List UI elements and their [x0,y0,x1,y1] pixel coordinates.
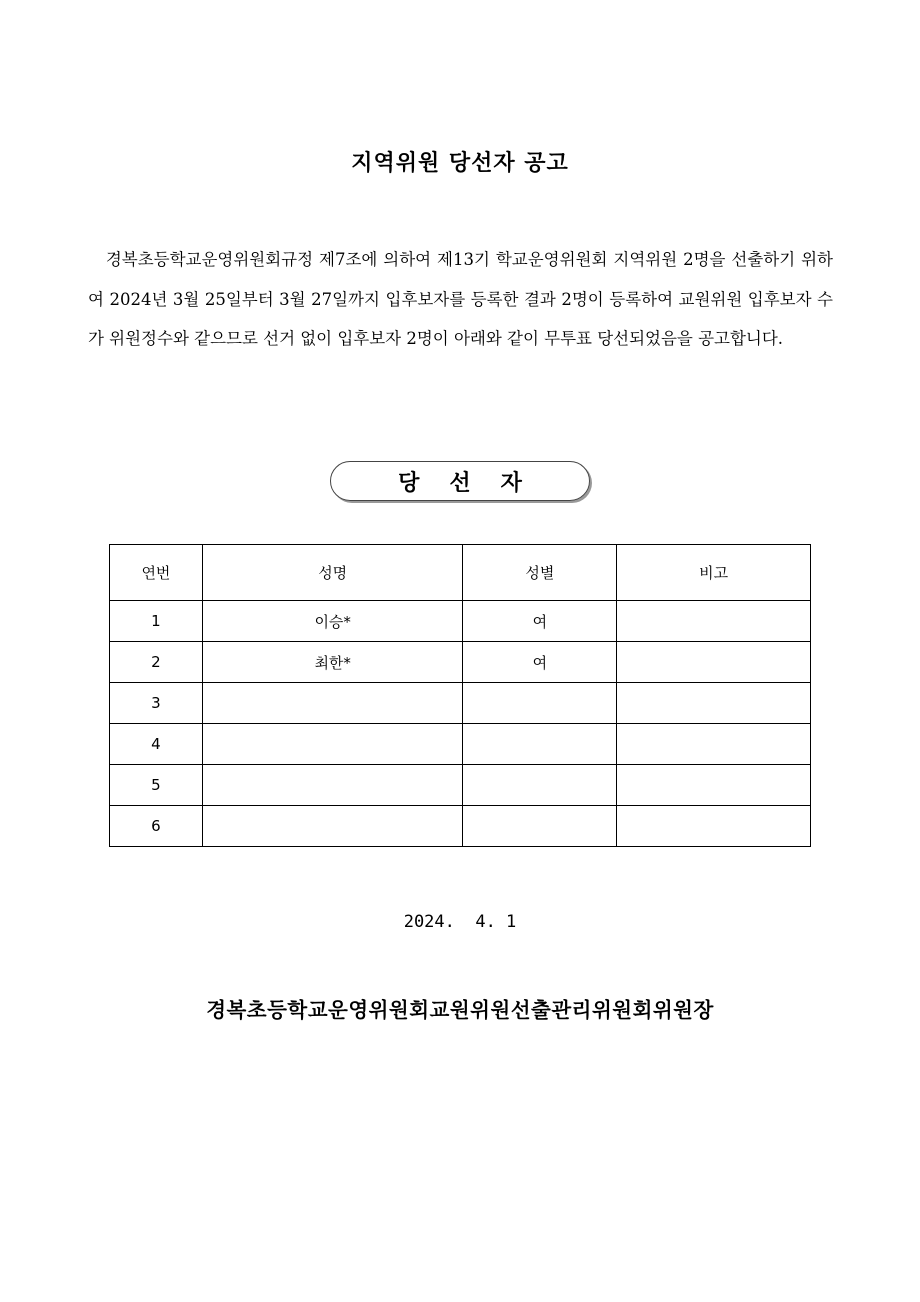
table-row [110,806,811,847]
section-heading: 당선자 [398,470,552,496]
header-remarks: 비고 [617,545,811,601]
header-gender: 성별 [463,545,617,601]
cell-remarks [617,806,811,847]
cell-gender [463,683,617,724]
announcement-body: 경복초등학교운영위원회규정 제7조에 의하여 제13기 학교운영위원회 지역위원 2명을 선출하기 위하여 2024년 3월 25일부터 3월 27일까지 입후보자를 등록한 결과 2명이 등록하여 교원위원 입후보자 수가 위원정수와 같으므로 선거 없이 입후보자 2명이 아래와 같이 무투표 당선되었음을 공고합니다. [88,250,833,348]
header-number: 연번 [110,545,203,601]
cell-remarks [617,724,811,765]
table-row [110,724,811,765]
cell-number: 1 [110,601,203,642]
cell-name [202,683,463,724]
cell-gender [463,724,617,765]
table-row [110,642,811,683]
header-name: 성명 [202,545,463,601]
cell-remarks [617,642,811,683]
cell-remarks [617,765,811,806]
cell-remarks [617,683,811,724]
table-header-row [110,545,811,601]
section-heading-box [330,461,590,501]
cell-gender [463,806,617,847]
issuer-signature: 경복초등학교운영위원회교원위원선출관리위원회위원장 [206,998,714,1022]
cell-gender [463,765,617,806]
cell-name [202,806,463,847]
table-row [110,601,811,642]
table-row [110,683,811,724]
cell-gender: 여 [463,642,617,683]
cell-remarks [617,601,811,642]
announcement-date: 2024. 4. 1 [403,912,517,932]
cell-number: 3 [110,683,203,724]
cell-number: 2 [110,642,203,683]
table-row [110,765,811,806]
cell-number: 5 [110,765,203,806]
page-title: 지역위원 당선자 공고 [351,151,569,176]
cell-name [202,724,463,765]
cell-number: 4 [110,724,203,765]
cell-name: 최한* [202,642,463,683]
winners-table [109,544,811,847]
cell-name: 이승* [202,601,463,642]
cell-gender: 여 [463,601,617,642]
cell-number: 6 [110,806,203,847]
cell-name [202,765,463,806]
